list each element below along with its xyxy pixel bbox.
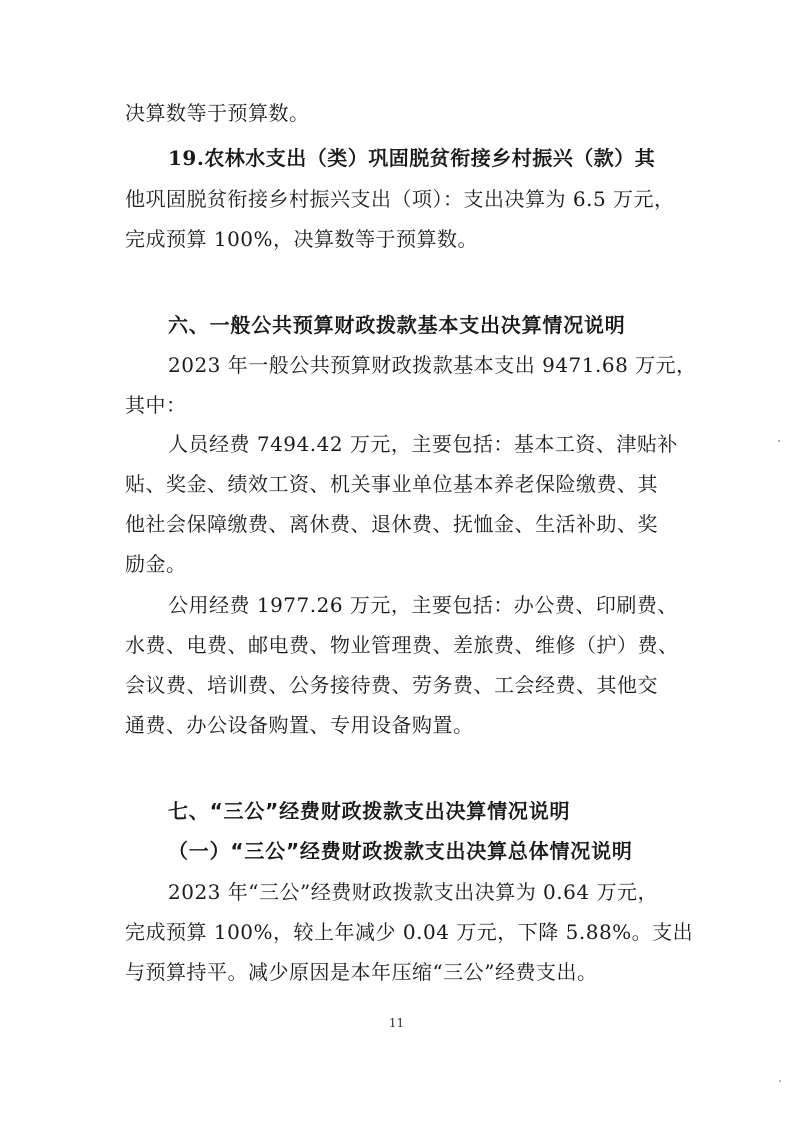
subsection-1-heading: （一）“三公”经费财政拨款支出决算总体情况说明: [168, 839, 633, 863]
paragraph-line: 完成预算 100%，决算数等于预算数。: [125, 227, 479, 251]
paragraph-line: 通费、办公设备购置、专用设备购置。: [125, 713, 474, 737]
paragraph-line: 2023 年“三公”经费财政拨款支出决算为 0.64 万元，: [168, 880, 658, 904]
section-6-heading: 六、一般公共预算财政拨款基本支出决算情况说明: [168, 313, 626, 337]
paragraph-line: 人员经费 7494.42 万元，主要包括：基本工资、津贴补: [168, 432, 678, 456]
scan-speck: [779, 1080, 781, 1082]
paragraph-line: 其中：: [125, 393, 187, 417]
paragraph-line: 完成预算 100%，较上年减少 0.04 万元，下降 5.88%。支出: [125, 920, 694, 944]
section-7-heading: 七、“三公”经费财政拨款支出决算情况说明: [168, 799, 571, 823]
paragraph-line: 公用经费 1977.26 万元，主要包括：办公费、印刷费、: [168, 593, 678, 617]
page-number: 11: [388, 1016, 405, 1030]
paragraph-line: 贴、奖金、绩效工资、机关事业单位基本养老保险缴费、其: [125, 472, 658, 496]
paragraph-line: 水费、电费、邮电费、物业管理费、差旅费、维修（护）费、: [125, 633, 679, 657]
item-19-heading-line: 19.农林水支出（类）巩固脱贫衔接乡村振兴（款）其: [168, 146, 656, 170]
paragraph-line: 2023 年一般公共预算财政拨款基本支出 9471.68 万元，: [168, 353, 697, 377]
paragraph-line: 会议费、培训费、公务接待费、劳务费、工会经费、其他交: [125, 673, 658, 697]
paragraph-line: 与预算持平。减少原因是本年压缩“三公”经费支出。: [125, 960, 598, 984]
paragraph-line: 他巩固脱贫衔接乡村振兴支出（项）：支出决算为 6.5 万元，: [125, 187, 675, 211]
paragraph-line: 励金。: [125, 552, 187, 576]
scan-speck: [778, 440, 780, 442]
paragraph-line: 决算数等于预算数。: [125, 101, 310, 125]
paragraph-line: 他社会保障缴费、离休费、退休费、抚恤金、生活补助、奖: [125, 512, 658, 536]
